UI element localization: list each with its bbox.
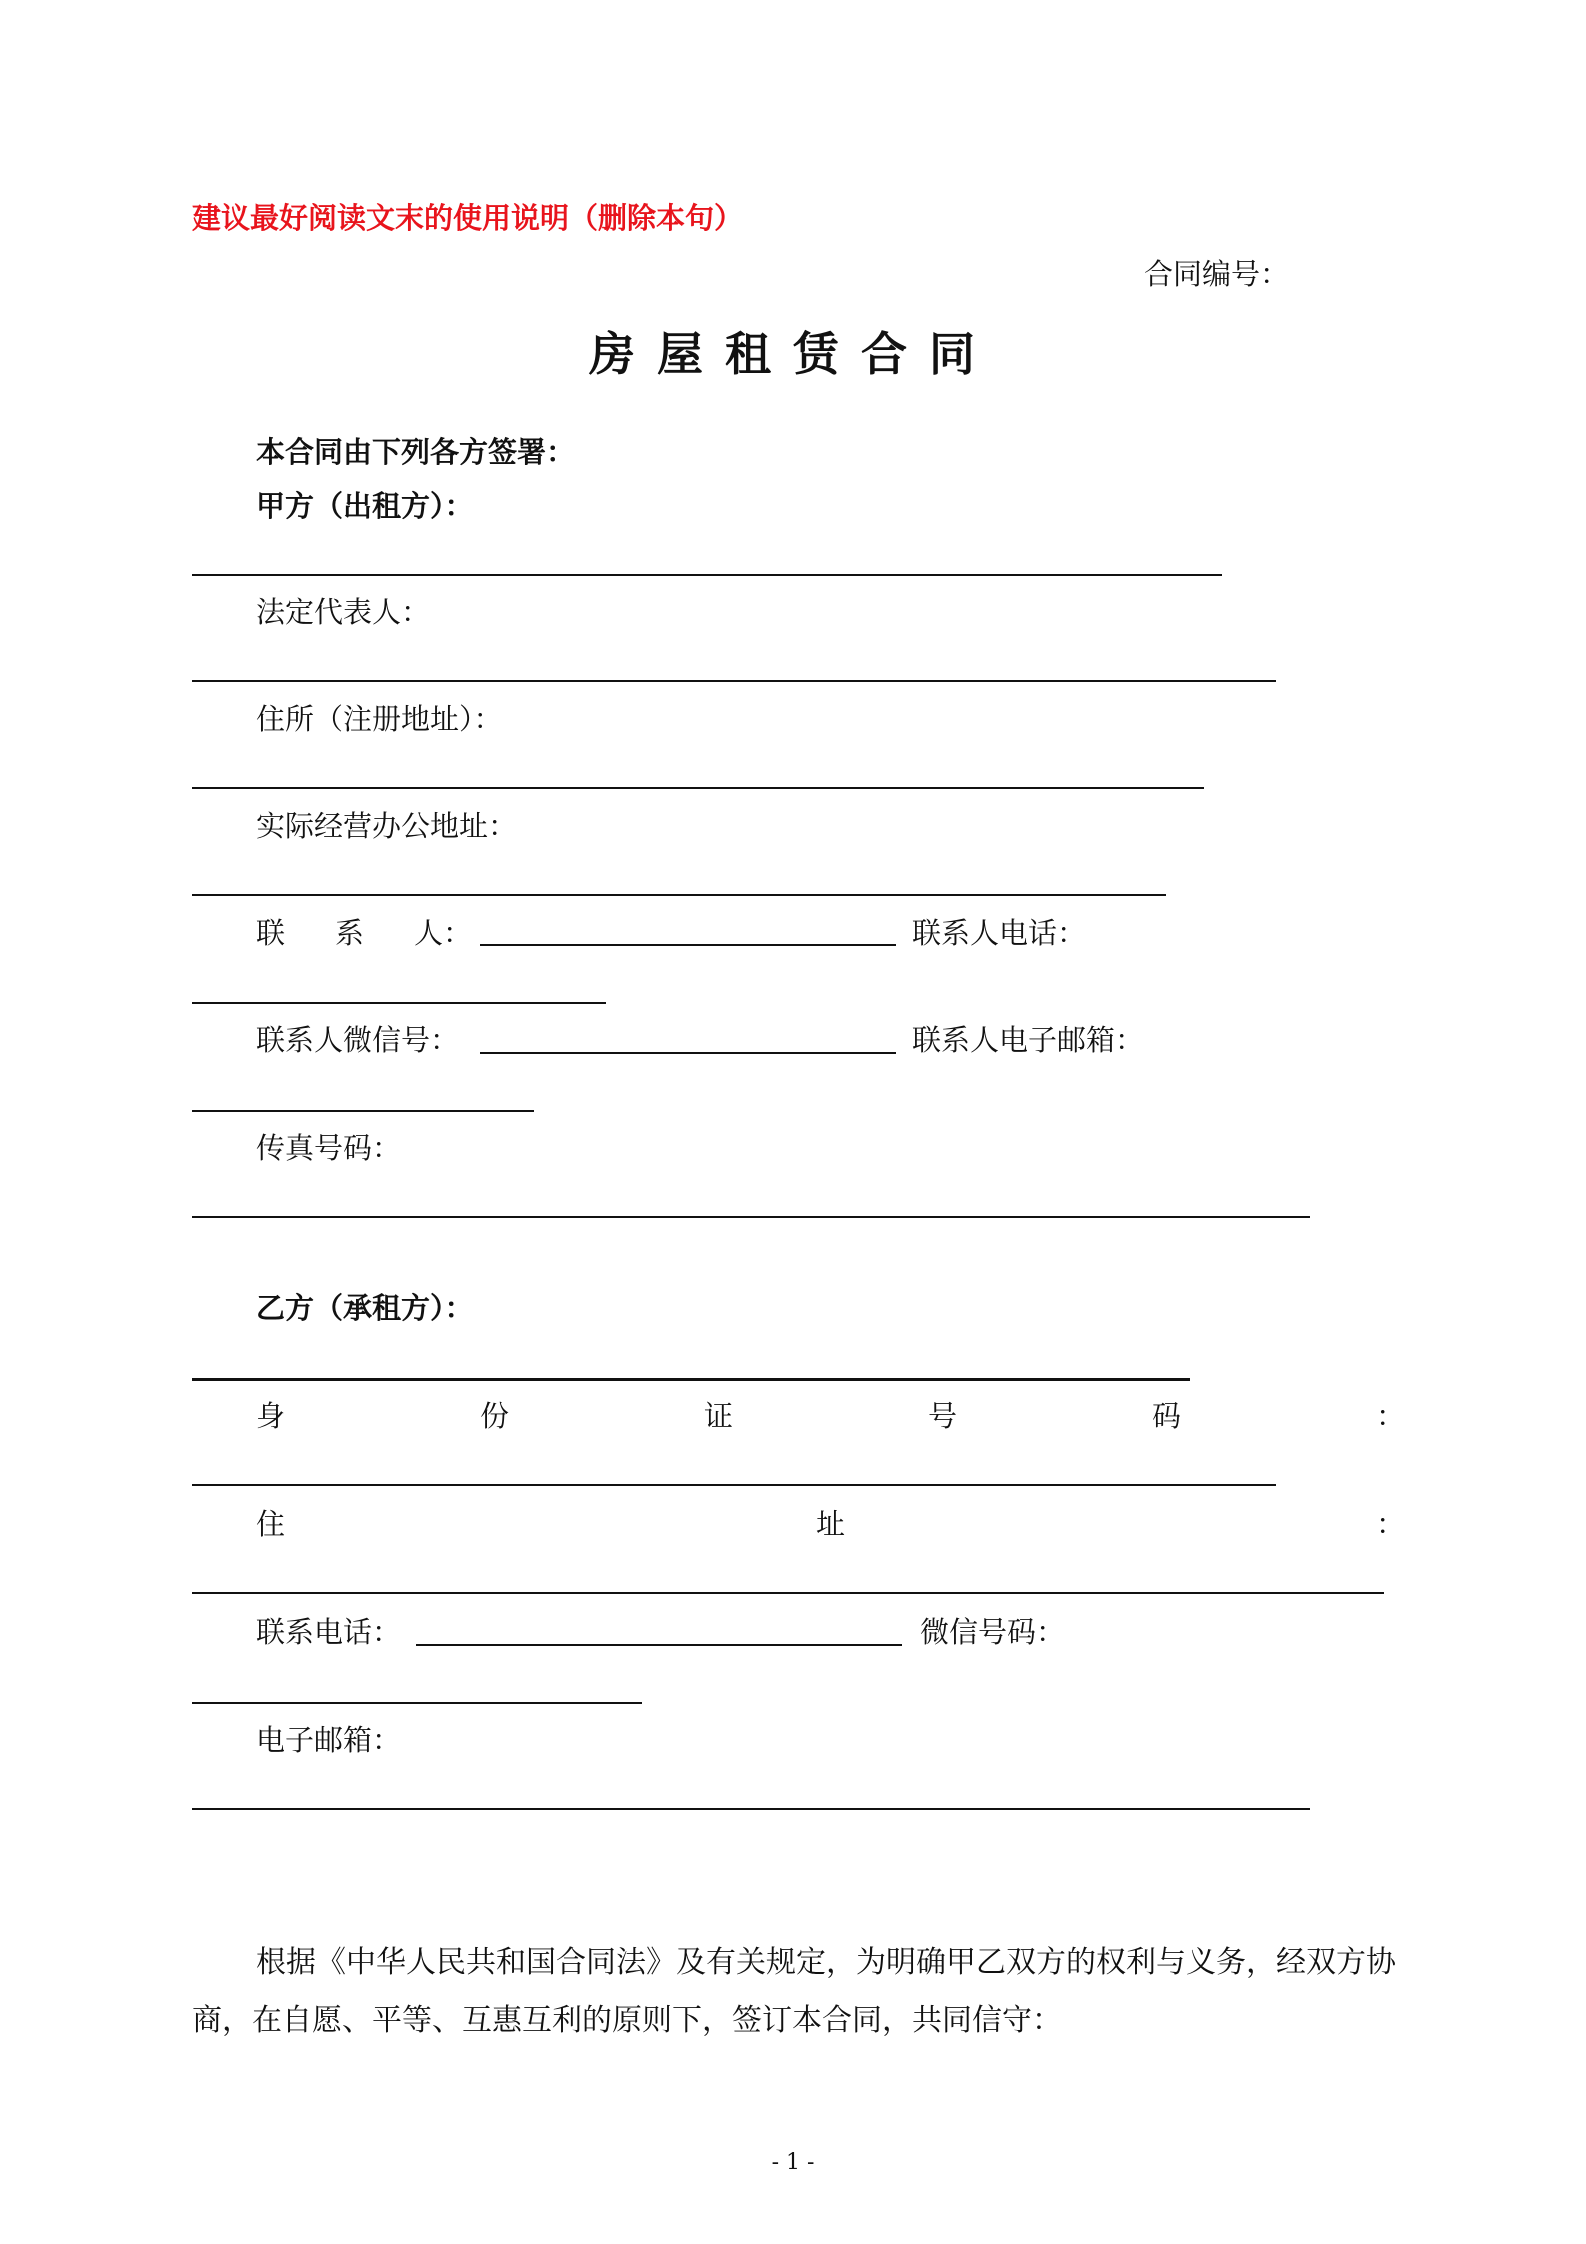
party-b-phone-line[interactable]	[416, 1644, 902, 1646]
party-b-name-line[interactable]	[192, 1378, 1190, 1381]
party-b-heading: 乙方（承租方）：	[256, 1291, 474, 1325]
legal-rep-label: 法定代表人：	[256, 595, 431, 629]
contact-phone-label: 联系人电话：	[912, 916, 1087, 950]
contact-line[interactable]	[480, 944, 896, 946]
office-address-line[interactable]	[192, 894, 1166, 896]
contact-label-char-2: 系	[335, 916, 365, 950]
contact-wechat-line[interactable]	[480, 1052, 896, 1054]
usage-note: 建议最好阅读文末的使用说明（删除本句）	[192, 201, 744, 235]
id-number-line[interactable]	[192, 1484, 1276, 1486]
id-label-char-3: 证	[704, 1399, 734, 1433]
address-label: 住所（注册地址）：	[256, 702, 503, 736]
contact-wechat-label: 联系人微信号：	[256, 1023, 460, 1057]
contact-label-char-3: 人：	[414, 916, 473, 950]
contract-title: 房屋租赁合同	[589, 327, 997, 381]
contact-label-char-1: 联	[256, 916, 286, 950]
preamble-paragraph: 根据《中华人民共和国合同法》及有关规定，为明确甲乙双方的权利与义务，经双方协商，在自愿、平等、互惠互利的原则下，签订本合同，共同信守：	[192, 1945, 1396, 2038]
party-b-email-label: 电子邮箱：	[256, 1723, 402, 1757]
party-b-address-line[interactable]	[192, 1592, 1384, 1594]
fax-line[interactable]	[192, 1216, 1310, 1218]
id-label-colon: ：	[1376, 1399, 1406, 1433]
office-address-label: 实际经营办公地址：	[256, 809, 518, 843]
address-line[interactable]	[192, 787, 1204, 789]
party-b-address-colon: ：	[1376, 1507, 1406, 1541]
page-number: - 1 -	[771, 2150, 815, 2175]
contact-email-line[interactable]	[192, 1110, 534, 1112]
party-b-wechat-line[interactable]	[192, 1702, 642, 1704]
party-b-wechat-label: 微信号码：	[920, 1615, 1066, 1649]
id-label-char-5: 码	[1152, 1399, 1182, 1433]
party-a-name-line[interactable]	[192, 574, 1222, 576]
id-label-char-1: 身	[256, 1399, 286, 1433]
party-b-phone-label: 联系电话：	[256, 1615, 402, 1649]
intro-line: 本合同由下列各方签署：	[256, 435, 576, 469]
id-label-char-4: 号	[928, 1399, 958, 1433]
legal-rep-line[interactable]	[192, 680, 1276, 682]
party-b-address-char-1: 住	[256, 1507, 286, 1541]
contract-number-label: 合同编号：	[1144, 257, 1290, 291]
fax-label: 传真号码：	[256, 1131, 402, 1165]
party-b-email-line[interactable]	[192, 1808, 1310, 1810]
party-b-address-char-2: 址	[816, 1507, 846, 1541]
party-a-heading: 甲方（出租方）：	[256, 489, 474, 523]
id-label-char-2: 份	[480, 1399, 510, 1433]
contact-phone-line[interactable]	[192, 1002, 606, 1004]
contact-email-label: 联系人电子邮箱：	[912, 1023, 1145, 1057]
